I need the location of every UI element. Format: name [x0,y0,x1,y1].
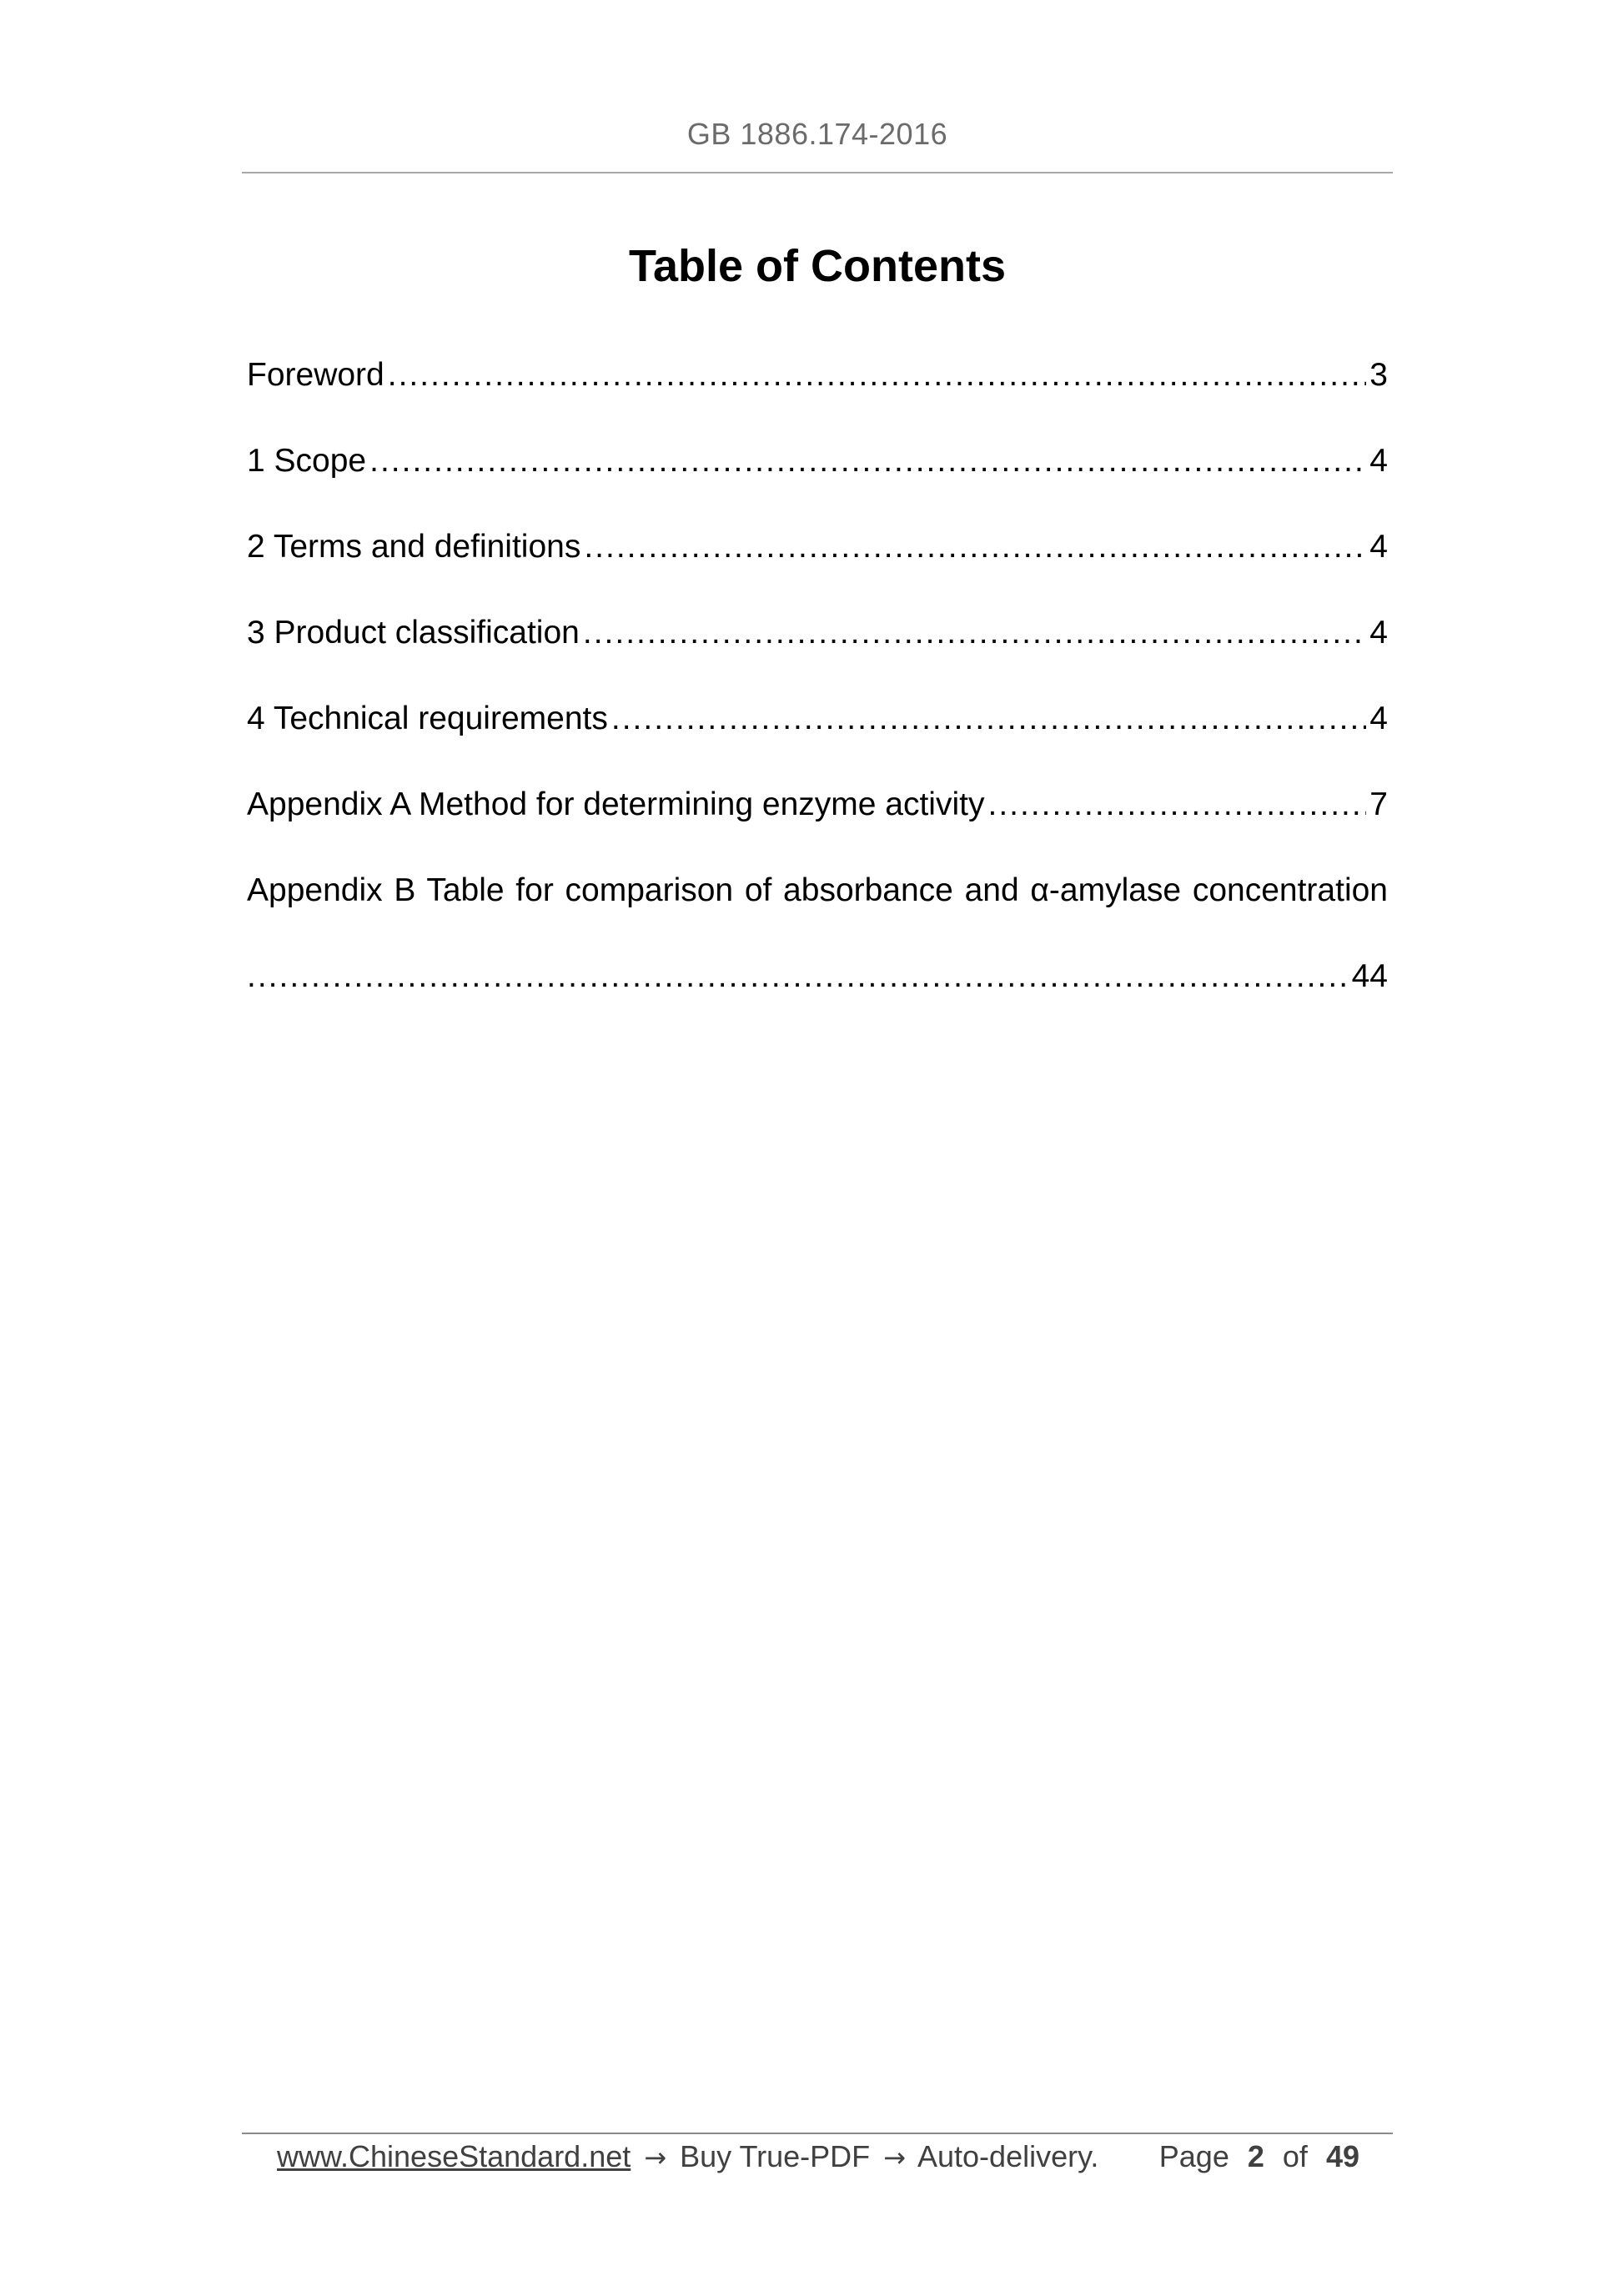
toc-entry-page: 4 [1369,529,1388,565]
toc-entry-page: 4 [1369,615,1388,651]
of-word: of [1282,2139,1308,2173]
document-header-id: GB 1886.174-2016 [686,117,948,151]
toc-entry-label: 4 Technical requirements [247,701,608,736]
toc-leader-dots [247,952,1349,1002]
toc-entry-scope[interactable] [247,436,1388,522]
toc-entry-page: 3 [1369,357,1388,393]
toc-entry-label: 2 Terms and definitions [247,529,581,565]
toc-entry-appendix-b[interactable] [247,866,1388,952]
toc-leader-dots [584,522,1366,572]
toc-entry-appendix-a[interactable] [247,780,1388,866]
table-of-contents [247,350,1388,1037]
toc-entry-page: 4 [1369,701,1388,736]
toc-entry-label: Appendix A Method for determining enzyme activity [247,786,985,822]
footer-divider [242,2133,1393,2134]
page-current: 2 [1247,2139,1264,2173]
toc-leader-dots [987,780,1366,830]
page-word: Page [1158,2139,1229,2173]
toc-entry-label: 1 Scope [247,443,367,479]
toc-entry-appendix-b-leader[interactable] [247,952,1388,1037]
toc-entry-technical-requirements[interactable] [247,694,1388,780]
toc-entry-label: 3 Product classification [247,615,580,651]
buy-text: Buy True-PDF [680,2139,871,2173]
toc-entry-page: 7 [1369,786,1388,822]
header-divider [242,172,1393,173]
page-total: 49 [1325,2139,1359,2173]
delivery-text: Auto-delivery. [917,2139,1099,2173]
arrow-right-icon: → [883,2142,906,2173]
page-title: Table of Contents [629,241,1006,291]
toc-leader-dots [583,608,1366,658]
toc-leader-dots [388,350,1367,400]
toc-entry-page: 44 [1351,958,1388,994]
toc-entry-classification[interactable] [247,608,1388,694]
toc-entry-terms[interactable] [247,522,1388,608]
footer-promo [277,2137,1098,2178]
site-link[interactable]: www.ChineseStandard.net [277,2139,631,2173]
page-footer [277,2137,1369,2178]
toc-leader-dots [611,694,1366,744]
toc-entry-foreword[interactable] [247,350,1388,436]
toc-entry-label: Foreword [247,357,384,393]
page-number [1159,2137,1369,2177]
arrow-right-icon: → [644,2142,667,2173]
toc-leader-dots [369,436,1366,486]
toc-entry-label: Appendix B Table for comparison of absorbance and α-amylase concentration [247,872,1388,908]
toc-entry-page: 4 [1369,443,1388,479]
